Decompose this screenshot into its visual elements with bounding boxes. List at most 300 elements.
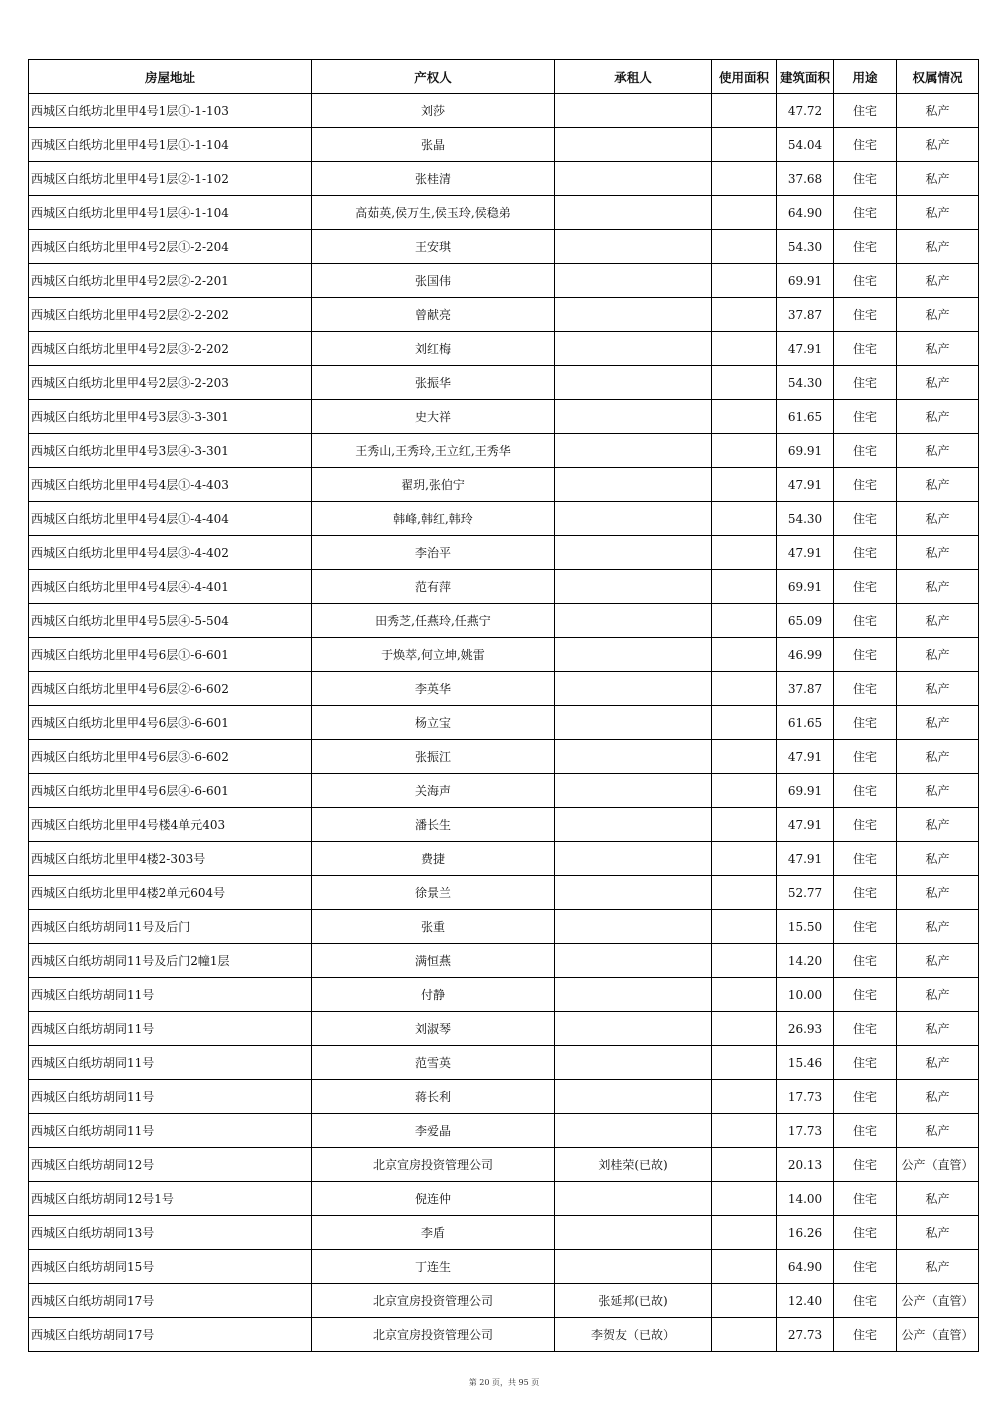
cell-usage: 住宅 <box>834 94 897 128</box>
cell-usage: 住宅 <box>834 128 897 162</box>
cell-address: 西城区白纸坊北里甲4号6层③-6-602 <box>29 740 312 774</box>
header-usable-area: 使用面积 <box>712 60 777 94</box>
cell-owner: 李爱晶 <box>312 1114 555 1148</box>
cell-owner: 高茹英,侯万生,侯玉玲,侯稳弟 <box>312 196 555 230</box>
cell-ownership: 私产 <box>897 230 979 264</box>
cell-ownership: 私产 <box>897 468 979 502</box>
cell-usable-area <box>712 94 777 128</box>
cell-tenant <box>555 876 712 910</box>
cell-ownership: 私产 <box>897 196 979 230</box>
cell-building-area: 17.73 <box>777 1080 834 1114</box>
cell-address: 西城区白纸坊胡同17号 <box>29 1284 312 1318</box>
cell-ownership: 公产（直管） <box>897 1148 979 1182</box>
cell-tenant: 李贺友（已故） <box>555 1318 712 1352</box>
table-row <box>29 1012 979 1046</box>
cell-usage: 住宅 <box>834 638 897 672</box>
cell-usable-area <box>712 842 777 876</box>
cell-building-area: 65.09 <box>777 604 834 638</box>
cell-usage: 住宅 <box>834 808 897 842</box>
cell-ownership: 私产 <box>897 366 979 400</box>
cell-address: 西城区白纸坊北里甲4号楼4单元403 <box>29 808 312 842</box>
cell-tenant <box>555 366 712 400</box>
table-row <box>29 1284 979 1318</box>
cell-usage: 住宅 <box>834 1250 897 1284</box>
cell-usable-area <box>712 1216 777 1250</box>
cell-address: 西城区白纸坊北里甲4号5层④-5-504 <box>29 604 312 638</box>
cell-address: 西城区白纸坊北里甲4号2层③-2-202 <box>29 332 312 366</box>
table-row <box>29 366 979 400</box>
cell-owner: 田秀芝,任燕玲,任燕宁 <box>312 604 555 638</box>
cell-usable-area <box>712 1148 777 1182</box>
cell-building-area: 69.91 <box>777 774 834 808</box>
cell-address: 西城区白纸坊北里甲4号6层②-6-602 <box>29 672 312 706</box>
cell-ownership: 私产 <box>897 1080 979 1114</box>
cell-tenant <box>555 128 712 162</box>
table-row <box>29 94 979 128</box>
header-row <box>29 60 979 94</box>
cell-owner: 于焕萃,何立坤,姚雷 <box>312 638 555 672</box>
cell-address: 西城区白纸坊北里甲4号1层②-1-102 <box>29 162 312 196</box>
cell-building-area: 15.46 <box>777 1046 834 1080</box>
cell-ownership: 私产 <box>897 1182 979 1216</box>
cell-building-area: 64.90 <box>777 196 834 230</box>
table-row <box>29 604 979 638</box>
cell-address: 西城区白纸坊胡同15号 <box>29 1250 312 1284</box>
table-row <box>29 1182 979 1216</box>
cell-building-area: 54.30 <box>777 230 834 264</box>
cell-usable-area <box>712 774 777 808</box>
cell-building-area: 54.04 <box>777 128 834 162</box>
cell-usable-area <box>712 468 777 502</box>
cell-address: 西城区白纸坊胡同11号 <box>29 978 312 1012</box>
cell-usable-area <box>712 434 777 468</box>
cell-ownership: 私产 <box>897 672 979 706</box>
cell-owner: 满恒燕 <box>312 944 555 978</box>
cell-usage: 住宅 <box>834 434 897 468</box>
cell-address: 西城区白纸坊北里甲4号4层③-4-402 <box>29 536 312 570</box>
cell-ownership: 私产 <box>897 264 979 298</box>
cell-building-area: 47.91 <box>777 740 834 774</box>
cell-ownership: 私产 <box>897 434 979 468</box>
cell-ownership: 私产 <box>897 1012 979 1046</box>
cell-ownership: 私产 <box>897 332 979 366</box>
cell-address: 西城区白纸坊北里甲4号2层②-2-201 <box>29 264 312 298</box>
cell-usage: 住宅 <box>834 944 897 978</box>
cell-usage: 住宅 <box>834 1318 897 1352</box>
cell-ownership: 公产（直管） <box>897 1318 979 1352</box>
cell-address: 西城区白纸坊北里甲4号1层④-1-104 <box>29 196 312 230</box>
cell-building-area: 37.87 <box>777 672 834 706</box>
cell-building-area: 10.00 <box>777 978 834 1012</box>
cell-usable-area <box>712 196 777 230</box>
cell-tenant <box>555 570 712 604</box>
cell-owner: 费捷 <box>312 842 555 876</box>
cell-usable-area <box>712 536 777 570</box>
cell-owner: 北京宣房投资管理公司 <box>312 1318 555 1352</box>
cell-building-area: 47.91 <box>777 332 834 366</box>
cell-usage: 住宅 <box>834 536 897 570</box>
cell-usable-area <box>712 230 777 264</box>
table-row <box>29 298 979 332</box>
cell-tenant <box>555 740 712 774</box>
cell-owner: 范有萍 <box>312 570 555 604</box>
table-row <box>29 502 979 536</box>
cell-usage: 住宅 <box>834 468 897 502</box>
table-row <box>29 1250 979 1284</box>
cell-building-area: 69.91 <box>777 570 834 604</box>
cell-tenant <box>555 434 712 468</box>
cell-ownership: 私产 <box>897 1216 979 1250</box>
cell-owner: 史大祥 <box>312 400 555 434</box>
table-body <box>29 94 979 1352</box>
cell-tenant <box>555 978 712 1012</box>
cell-owner: 张重 <box>312 910 555 944</box>
cell-owner: 范雪英 <box>312 1046 555 1080</box>
cell-usable-area <box>712 1284 777 1318</box>
header-ownership: 权属情况 <box>897 60 979 94</box>
cell-usage: 住宅 <box>834 842 897 876</box>
cell-usable-area <box>712 1318 777 1352</box>
cell-building-area: 64.90 <box>777 1250 834 1284</box>
cell-owner: 北京宣房投资管理公司 <box>312 1148 555 1182</box>
cell-owner: 张国伟 <box>312 264 555 298</box>
cell-usage: 住宅 <box>834 298 897 332</box>
cell-usable-area <box>712 706 777 740</box>
cell-owner: 张振江 <box>312 740 555 774</box>
cell-ownership: 私产 <box>897 740 979 774</box>
cell-address: 西城区白纸坊北里甲4号4层①-4-404 <box>29 502 312 536</box>
cell-building-area: 46.99 <box>777 638 834 672</box>
table-row <box>29 1080 979 1114</box>
cell-address: 西城区白纸坊胡同11号及后门2幢1层 <box>29 944 312 978</box>
cell-tenant <box>555 1046 712 1080</box>
cell-usable-area <box>712 978 777 1012</box>
cell-ownership: 私产 <box>897 638 979 672</box>
header-address: 房屋地址 <box>29 60 312 94</box>
cell-building-area: 47.91 <box>777 842 834 876</box>
cell-building-area: 69.91 <box>777 264 834 298</box>
cell-usable-area <box>712 366 777 400</box>
table-row <box>29 536 979 570</box>
table-row <box>29 706 979 740</box>
cell-address: 西城区白纸坊北里甲4号4层④-4-401 <box>29 570 312 604</box>
cell-tenant: 张延邦(已故) <box>555 1284 712 1318</box>
cell-owner: 刘淑琴 <box>312 1012 555 1046</box>
table-row <box>29 468 979 502</box>
cell-building-area: 37.87 <box>777 298 834 332</box>
cell-usage: 住宅 <box>834 264 897 298</box>
cell-usage: 住宅 <box>834 162 897 196</box>
cell-tenant <box>555 706 712 740</box>
cell-ownership: 私产 <box>897 94 979 128</box>
cell-usage: 住宅 <box>834 1012 897 1046</box>
cell-building-area: 69.91 <box>777 434 834 468</box>
cell-usage: 住宅 <box>834 706 897 740</box>
cell-owner: 徐景兰 <box>312 876 555 910</box>
cell-tenant: 刘桂荣(已故) <box>555 1148 712 1182</box>
cell-building-area: 47.72 <box>777 94 834 128</box>
cell-address: 西城区白纸坊北里甲4号6层④-6-601 <box>29 774 312 808</box>
cell-address: 西城区白纸坊胡同12号1号 <box>29 1182 312 1216</box>
cell-address: 西城区白纸坊北里甲4楼2单元604号 <box>29 876 312 910</box>
cell-address: 西城区白纸坊胡同11号 <box>29 1012 312 1046</box>
cell-ownership: 私产 <box>897 808 979 842</box>
cell-usage: 住宅 <box>834 672 897 706</box>
cell-owner: 王安琪 <box>312 230 555 264</box>
cell-ownership: 私产 <box>897 400 979 434</box>
cell-building-area: 52.77 <box>777 876 834 910</box>
cell-tenant <box>555 910 712 944</box>
cell-address: 西城区白纸坊北里甲4号1层①-1-103 <box>29 94 312 128</box>
cell-usage: 住宅 <box>834 332 897 366</box>
cell-owner: 刘红梅 <box>312 332 555 366</box>
cell-address: 西城区白纸坊北里甲4号3层③-3-301 <box>29 400 312 434</box>
cell-building-area: 12.40 <box>777 1284 834 1318</box>
cell-owner: 关海声 <box>312 774 555 808</box>
cell-usage: 住宅 <box>834 1046 897 1080</box>
cell-usage: 住宅 <box>834 230 897 264</box>
table-row <box>29 1216 979 1250</box>
table-row <box>29 570 979 604</box>
cell-usable-area <box>712 1046 777 1080</box>
cell-address: 西城区白纸坊胡同12号 <box>29 1148 312 1182</box>
cell-usable-area <box>712 1114 777 1148</box>
cell-ownership: 私产 <box>897 162 979 196</box>
table-row <box>29 1114 979 1148</box>
cell-tenant <box>555 944 712 978</box>
cell-ownership: 私产 <box>897 706 979 740</box>
table-row <box>29 842 979 876</box>
cell-tenant <box>555 672 712 706</box>
cell-ownership: 私产 <box>897 536 979 570</box>
table-row <box>29 264 979 298</box>
table-row <box>29 434 979 468</box>
cell-tenant <box>555 332 712 366</box>
cell-building-area: 47.91 <box>777 536 834 570</box>
cell-building-area: 14.00 <box>777 1182 834 1216</box>
cell-usage: 住宅 <box>834 400 897 434</box>
cell-usage: 住宅 <box>834 774 897 808</box>
cell-owner: 潘长生 <box>312 808 555 842</box>
property-register-table <box>28 59 979 1352</box>
cell-tenant <box>555 1114 712 1148</box>
cell-tenant <box>555 264 712 298</box>
table-row <box>29 944 979 978</box>
cell-ownership: 私产 <box>897 910 979 944</box>
cell-ownership: 私产 <box>897 128 979 162</box>
cell-building-area: 15.50 <box>777 910 834 944</box>
cell-building-area: 61.65 <box>777 400 834 434</box>
cell-tenant <box>555 842 712 876</box>
cell-usable-area <box>712 1182 777 1216</box>
cell-owner: 北京宣房投资管理公司 <box>312 1284 555 1318</box>
cell-usage: 住宅 <box>834 604 897 638</box>
cell-building-area: 27.73 <box>777 1318 834 1352</box>
table-row <box>29 400 979 434</box>
cell-usage: 住宅 <box>834 1080 897 1114</box>
cell-usable-area <box>712 808 777 842</box>
table-row <box>29 638 979 672</box>
cell-usable-area <box>712 1250 777 1284</box>
cell-owner: 蒋长利 <box>312 1080 555 1114</box>
cell-tenant <box>555 298 712 332</box>
cell-usable-area <box>712 128 777 162</box>
cell-usable-area <box>712 740 777 774</box>
table-row <box>29 740 979 774</box>
cell-usable-area <box>712 502 777 536</box>
header-owner: 产权人 <box>312 60 555 94</box>
cell-usable-area <box>712 400 777 434</box>
cell-tenant <box>555 604 712 638</box>
cell-tenant <box>555 774 712 808</box>
cell-ownership: 私产 <box>897 876 979 910</box>
cell-usage: 住宅 <box>834 978 897 1012</box>
cell-usage: 住宅 <box>834 196 897 230</box>
cell-building-area: 54.30 <box>777 366 834 400</box>
cell-usable-area <box>712 638 777 672</box>
table-row <box>29 230 979 264</box>
page-footer: 第 20 页，共 95 页 <box>468 1378 540 1387</box>
cell-address: 西城区白纸坊北里甲4号1层①-1-104 <box>29 128 312 162</box>
cell-tenant <box>555 1080 712 1114</box>
cell-ownership: 私产 <box>897 1250 979 1284</box>
cell-owner: 李英华 <box>312 672 555 706</box>
table-row <box>29 196 979 230</box>
cell-ownership: 私产 <box>897 944 979 978</box>
cell-owner: 丁连生 <box>312 1250 555 1284</box>
cell-usable-area <box>712 910 777 944</box>
cell-building-area: 16.26 <box>777 1216 834 1250</box>
cell-usable-area <box>712 876 777 910</box>
table-row <box>29 808 979 842</box>
cell-tenant <box>555 162 712 196</box>
cell-owner: 张振华 <box>312 366 555 400</box>
cell-building-area: 17.73 <box>777 1114 834 1148</box>
table-row <box>29 332 979 366</box>
table-row <box>29 1046 979 1080</box>
cell-address: 西城区白纸坊胡同11号 <box>29 1114 312 1148</box>
cell-usage: 住宅 <box>834 1182 897 1216</box>
cell-usage: 住宅 <box>834 1148 897 1182</box>
cell-address: 西城区白纸坊北里甲4号6层①-6-601 <box>29 638 312 672</box>
cell-building-area: 61.65 <box>777 706 834 740</box>
cell-building-area: 47.91 <box>777 468 834 502</box>
header-tenant: 承租人 <box>555 60 712 94</box>
cell-owner: 倪连仲 <box>312 1182 555 1216</box>
table-row <box>29 128 979 162</box>
cell-owner: 李治平 <box>312 536 555 570</box>
cell-ownership: 私产 <box>897 978 979 1012</box>
table-row <box>29 162 979 196</box>
cell-usable-area <box>712 672 777 706</box>
table-row <box>29 774 979 808</box>
table-row <box>29 1148 979 1182</box>
cell-usage: 住宅 <box>834 876 897 910</box>
cell-usage: 住宅 <box>834 570 897 604</box>
cell-owner: 曾献亮 <box>312 298 555 332</box>
cell-usage: 住宅 <box>834 1114 897 1148</box>
cell-usage: 住宅 <box>834 366 897 400</box>
cell-tenant <box>555 230 712 264</box>
cell-tenant <box>555 1182 712 1216</box>
cell-usage: 住宅 <box>834 910 897 944</box>
cell-owner: 李盾 <box>312 1216 555 1250</box>
cell-ownership: 私产 <box>897 604 979 638</box>
cell-building-area: 54.30 <box>777 502 834 536</box>
cell-usage: 住宅 <box>834 502 897 536</box>
cell-building-area: 47.91 <box>777 808 834 842</box>
cell-owner: 杨立宝 <box>312 706 555 740</box>
cell-usage: 住宅 <box>834 1216 897 1250</box>
cell-usable-area <box>712 162 777 196</box>
cell-owner: 刘莎 <box>312 94 555 128</box>
cell-address: 西城区白纸坊北里甲4号2层③-2-203 <box>29 366 312 400</box>
cell-ownership: 私产 <box>897 298 979 332</box>
cell-address: 西城区白纸坊北里甲4号3层④-3-301 <box>29 434 312 468</box>
cell-tenant <box>555 468 712 502</box>
cell-owner: 韩峰,韩红,韩玲 <box>312 502 555 536</box>
cell-tenant <box>555 1250 712 1284</box>
cell-ownership: 私产 <box>897 1046 979 1080</box>
cell-tenant <box>555 638 712 672</box>
cell-usable-area <box>712 944 777 978</box>
cell-building-area: 14.20 <box>777 944 834 978</box>
cell-usable-area <box>712 1080 777 1114</box>
header-usage: 用途 <box>834 60 897 94</box>
header-building-area: 建筑面积 <box>777 60 834 94</box>
cell-tenant <box>555 1012 712 1046</box>
cell-building-area: 26.93 <box>777 1012 834 1046</box>
cell-address: 西城区白纸坊北里甲4号2层②-2-202 <box>29 298 312 332</box>
cell-owner: 翟玥,张伯宁 <box>312 468 555 502</box>
table-row <box>29 876 979 910</box>
cell-usable-area <box>712 1012 777 1046</box>
cell-usable-area <box>712 298 777 332</box>
cell-usable-area <box>712 570 777 604</box>
cell-ownership: 私产 <box>897 842 979 876</box>
cell-owner: 付静 <box>312 978 555 1012</box>
cell-tenant <box>555 502 712 536</box>
cell-ownership: 私产 <box>897 1114 979 1148</box>
cell-usage: 住宅 <box>834 1284 897 1318</box>
cell-address: 西城区白纸坊北里甲4楼2-303号 <box>29 842 312 876</box>
table-row <box>29 978 979 1012</box>
cell-address: 西城区白纸坊北里甲4号4层①-4-403 <box>29 468 312 502</box>
table-row <box>29 1318 979 1352</box>
table-row <box>29 672 979 706</box>
cell-ownership: 私产 <box>897 502 979 536</box>
cell-building-area: 37.68 <box>777 162 834 196</box>
table-row <box>29 910 979 944</box>
cell-tenant <box>555 94 712 128</box>
cell-address: 西城区白纸坊北里甲4号2层①-2-204 <box>29 230 312 264</box>
cell-owner: 张桂清 <box>312 162 555 196</box>
cell-address: 西城区白纸坊北里甲4号6层③-6-601 <box>29 706 312 740</box>
cell-ownership: 私产 <box>897 570 979 604</box>
cell-address: 西城区白纸坊胡同17号 <box>29 1318 312 1352</box>
cell-building-area: 20.13 <box>777 1148 834 1182</box>
cell-usable-area <box>712 264 777 298</box>
cell-usable-area <box>712 604 777 638</box>
cell-usable-area <box>712 332 777 366</box>
cell-usage: 住宅 <box>834 740 897 774</box>
cell-address: 西城区白纸坊胡同11号及后门 <box>29 910 312 944</box>
cell-owner: 张晶 <box>312 128 555 162</box>
cell-address: 西城区白纸坊胡同13号 <box>29 1216 312 1250</box>
cell-address: 西城区白纸坊胡同11号 <box>29 1046 312 1080</box>
cell-tenant <box>555 196 712 230</box>
cell-tenant <box>555 808 712 842</box>
